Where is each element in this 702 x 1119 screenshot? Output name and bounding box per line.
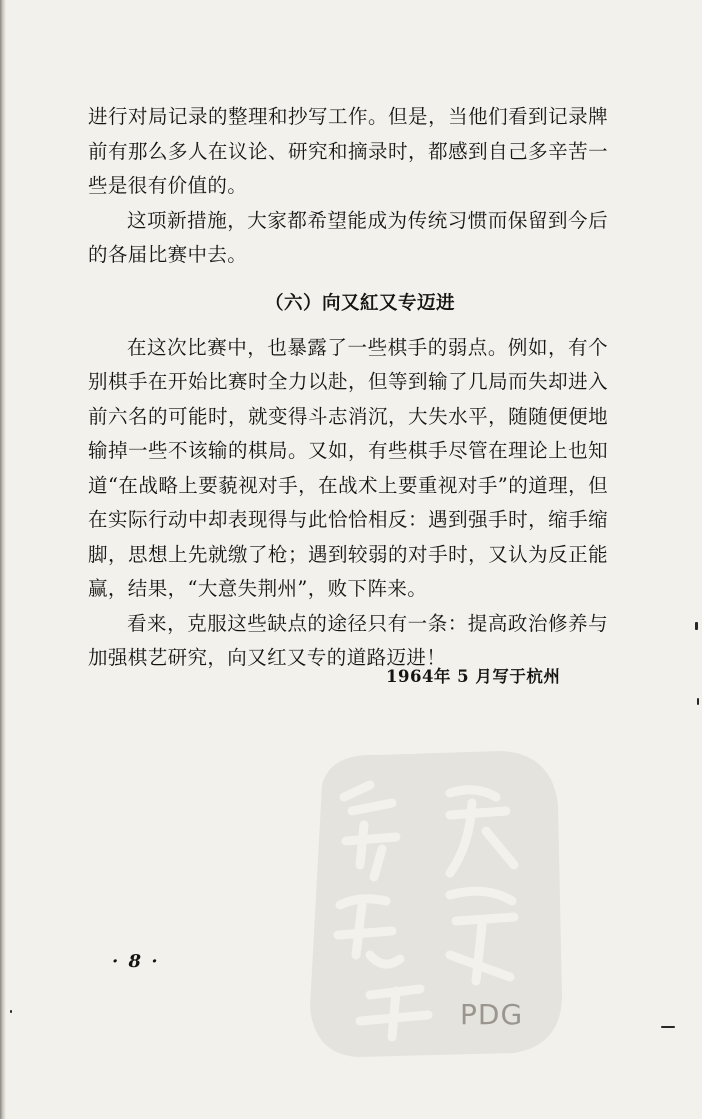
scan-speck: [661, 1026, 675, 1028]
date-signature: 1964年 5 月写于杭州: [386, 667, 561, 686]
paragraph-conclusion: 看来，克服这些缺点的途径只有一条：提高政治修养与加强棋艺研究，向又红又专的道路迈进！: [88, 611, 608, 669]
scan-speck: [695, 622, 698, 630]
scan-speck: [697, 698, 699, 705]
book-page-body: [88, 100, 608, 676]
scan-speck: [10, 1010, 12, 1013]
page-scan-edge: [0, 0, 6, 1119]
section-heading: （六）向又紅又专迈进: [264, 292, 455, 314]
watermark-text: PDG: [460, 998, 524, 1031]
library-seal-watermark: [300, 745, 568, 1063]
page-number: · 8 ·: [112, 951, 160, 972]
paragraph-continuation: 进行对局记录的整理和抄写工作。但是，当他们看到记录牌前有那么多人在议论、研究和摘录时，都感到自己多辛苦一些是很有价值的。: [88, 105, 608, 197]
paragraph-weaknesses: 在这次比赛中，也暴露了一些棋手的弱点。例如，有个别棋手在开始比赛时全力以赴，但等到输了几局而失却进入前六名的可能时，就变得斗志消沉，大失水平，随随便便地输掉一些不该输的棋局。又如，有些棋手尽管在理论上也知道“在战略上要藐视对手，在战术上要重视对手”的道理，但在实际行动中却表现得与此恰恰相反：遇到强手时，缩手缩脚，思想上先就缴了枪；遇到较弱的对手时，又认为反正能赢，结果，“大意失荆州”，败下阵来。: [88, 335, 608, 600]
paragraph-new-measure: 这项新措施，大家都希望能成为传统习惯而保留到今后的各届比赛中去。: [88, 208, 608, 266]
